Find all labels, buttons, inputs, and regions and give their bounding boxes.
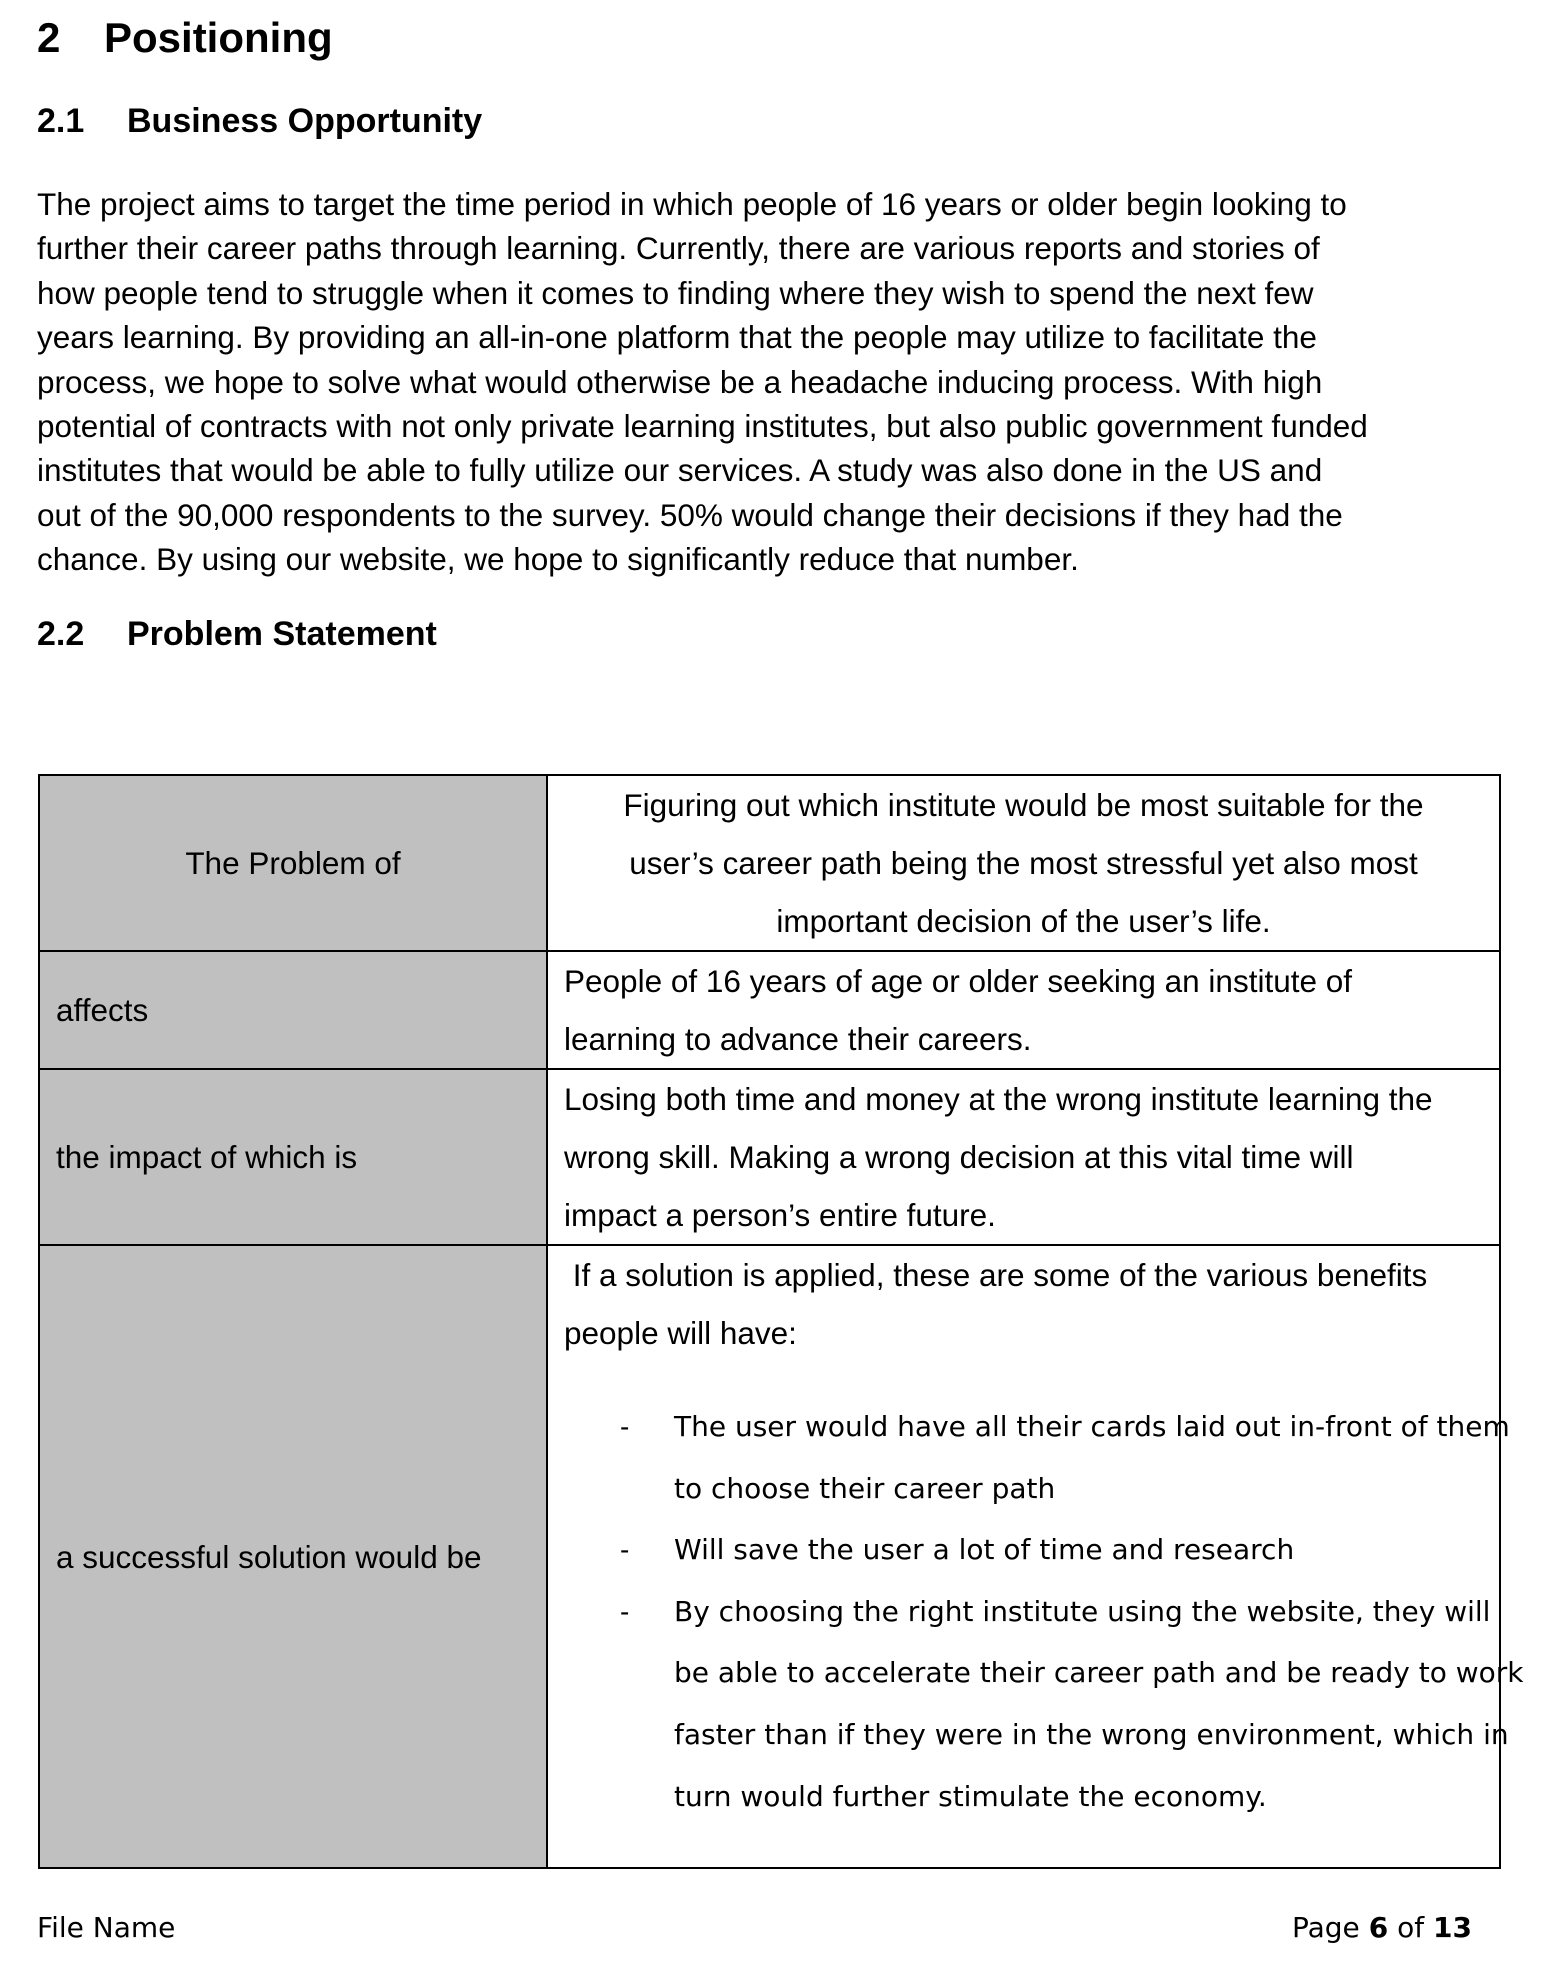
page-current: 6 xyxy=(1368,1911,1389,1944)
row-label: affects xyxy=(56,992,149,1028)
paragraph-line: further their career paths through learning. Currently, there are various reports and stories of xyxy=(37,230,1320,267)
value-line: impact a person’s entire future. xyxy=(564,1197,996,1233)
paragraph-line: how people tend to struggle when it comes to finding where they wish to spend the next few xyxy=(37,274,1314,311)
subsection-title: Business Opportunity xyxy=(127,102,483,140)
table-value-cell xyxy=(547,1245,1524,1868)
paragraph-line: potential of contracts with not only private learning institutes, but also public government funded xyxy=(37,408,1368,445)
table-row xyxy=(39,775,1500,951)
bullet-line: The user would have all their cards laid out in-front of them xyxy=(674,1410,1510,1443)
subsection-heading-business-opportunity xyxy=(37,99,482,143)
list-item xyxy=(548,1519,1499,1581)
value-line: People of 16 years of age or older seeking an institute of xyxy=(564,963,1353,999)
subsection-number: 2.1 xyxy=(37,102,85,140)
business-opportunity-paragraph xyxy=(37,182,1467,582)
intro-line: If a solution is applied, these are some of the various benefits xyxy=(564,1257,1428,1293)
value-line: Losing both time and money at the wrong institute learning the xyxy=(564,1081,1433,1117)
table-row xyxy=(39,951,1500,1069)
paragraph-line: The project aims to target the time period in which people of 16 years or older begin looking to xyxy=(37,186,1347,222)
solution-intro xyxy=(564,1246,1487,1362)
page-total: 13 xyxy=(1432,1911,1472,1944)
page-prefix: Page xyxy=(1292,1911,1369,1944)
row-label: The Problem of xyxy=(185,845,401,881)
list-item xyxy=(548,1581,1524,1827)
table-label-cell xyxy=(39,1245,547,1868)
list-item xyxy=(548,1396,1510,1519)
table-row xyxy=(39,1245,1500,1868)
table-label-cell xyxy=(39,1069,547,1245)
value-line: learning to advance their careers. xyxy=(564,1021,1032,1057)
subsection-heading-problem-statement xyxy=(37,612,437,656)
problem-statement-table xyxy=(38,774,1524,1869)
paragraph-line: chance. By using our website, we hope to significantly reduce that number. xyxy=(37,541,1079,578)
value-line: user’s career path being the most stressful yet also most xyxy=(629,845,1418,881)
table-value-cell xyxy=(547,951,1500,1069)
bullet-dash: - xyxy=(620,1595,630,1627)
page-of: of xyxy=(1388,1911,1433,1944)
table-row xyxy=(39,1069,1500,1245)
footer-page-number xyxy=(1292,1908,1472,1948)
bullet-dash: - xyxy=(620,1411,630,1442)
value-line: Figuring out which institute would be most suitable for the xyxy=(623,787,1424,823)
table-label-cell xyxy=(39,775,547,951)
row-label: the impact of which is xyxy=(56,1139,358,1175)
section-number: 2 xyxy=(37,14,61,61)
paragraph-line: out of the 90,000 respondents to the survey. 50% would change their decisions if they had the xyxy=(37,496,1343,533)
section-heading xyxy=(37,12,333,64)
table-label-cell xyxy=(39,951,547,1069)
benefits-list xyxy=(548,1396,1524,1827)
paragraph-line: process, we hope to solve what would otherwise be a headache inducing process. With high xyxy=(37,363,1323,400)
bullet-line: to choose their career path xyxy=(674,1471,1056,1505)
bullet-line: Will save the user a lot of time and research xyxy=(674,1533,1295,1567)
section-title: Positioning xyxy=(104,14,333,61)
table-value-cell xyxy=(547,1069,1500,1245)
value-line: wrong skill. Making a wrong decision at this vital time will xyxy=(564,1139,1354,1175)
bullet-line: By choosing the right institute using the website, they will xyxy=(674,1594,1491,1628)
bullet-dash: - xyxy=(620,1534,630,1566)
bullet-line: faster than if they were in the wrong environment, which in xyxy=(674,1717,1509,1751)
row-label: a successful solution would be xyxy=(56,1538,482,1575)
table-value-cell xyxy=(547,775,1500,951)
bullet-line: be able to accelerate their career path and be ready to work xyxy=(674,1656,1524,1690)
paragraph-line: institutes that would be able to fully utilize our services. A study was also done in the US and xyxy=(37,452,1323,489)
intro-line: people will have: xyxy=(564,1315,797,1351)
subsection-title: Problem Statement xyxy=(127,615,437,653)
footer-file-name: File Name xyxy=(37,1911,176,1944)
paragraph-line: years learning. By providing an all-in-one platform that the people may utilize to facilitate the xyxy=(37,319,1317,356)
value-line: important decision of the user’s life. xyxy=(776,903,1271,939)
subsection-number: 2.2 xyxy=(37,615,85,653)
bullet-line: turn would further stimulate the economy. xyxy=(674,1779,1267,1813)
